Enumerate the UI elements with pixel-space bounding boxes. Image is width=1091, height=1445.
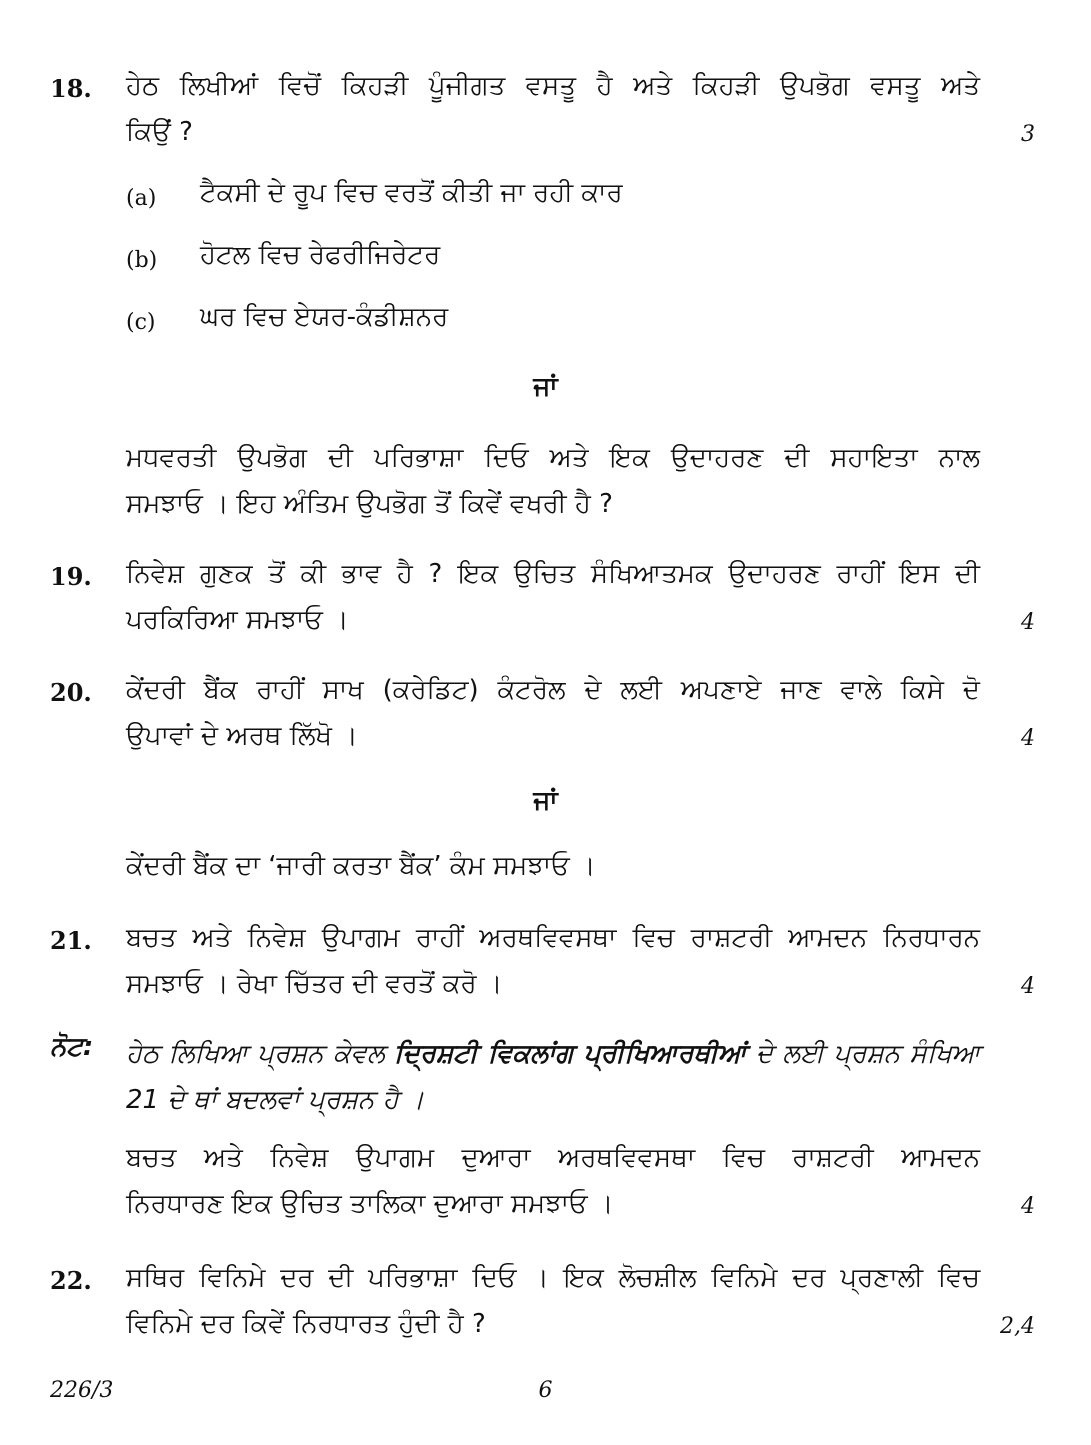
option-a-text: ਟੈਕਸੀ ਦੇ ਰੂਪ ਵਿਚ ਵਰਤੋਂ ਕੀਤੀ ਜਾ ਰਹੀ ਕਾਰ [200, 178, 623, 208]
note-line-2: 21 ਦੇ ਥਾਂ ਬਦਲਵਾਂ ਪ੍ਰਸ਼ਨ ਹੈ । [126, 1085, 425, 1115]
or-separator-18: ਜਾਂ [533, 372, 558, 402]
note-label: ਨੋਟ: [50, 1032, 94, 1062]
question-number-20: 20. [50, 678, 92, 707]
question-20-alt-line: ਕੇਂਦਰੀ ਬੈਂਕ ਦਾ ‘ਜਾਰੀ ਕਰਤਾ ਬੈਂਕ’ ਕੰਮ ਸਮਝਾਓ । [126, 851, 596, 881]
option-b-label: (b) [126, 248, 158, 273]
question-20-marks: 4 [1021, 726, 1035, 751]
note-line-1-bold: ਦ੍ਰਿਸ਼ਟੀ ਵਿਕਲਾਂਗ ਪ੍ਰੀਖਿਆਰਥੀਆਂ [394, 1039, 747, 1069]
question-21-line-1: ਬਚਤ ਅਤੇ ਨਿਵੇਸ਼ ਉਪਾਗਮ ਰਾਹੀਂ ਅਰਥਵਿਵਸਥਾ ਵਿਚ ਰਾਸ਼ਟਰੀ ਆਮਦਨ ਨਿਰਧਾਰਨ [126, 923, 980, 953]
note-alt-line-2: ਨਿਰਧਾਰਣ ਇਕ ਉਚਿਤ ਤਾਲਿਕਾ ਦੁਆਰਾ ਸਮਝਾਓ । [126, 1189, 614, 1219]
question-21-line-2: ਸਮਝਾਓ । ਰੇਖਾ ਚਿੱਤਰ ਦੀ ਵਰਤੋਂ ਕਰੋ । [126, 969, 503, 999]
question-19-line-2: ਪਰਕਿਰਿਆ ਸਮਝਾਓ । [126, 605, 349, 635]
question-20-line-1: ਕੇਂਦਰੀ ਬੈਂਕ ਰਾਹੀਂ ਸਾਖ (ਕਰੇਡਿਟ) ਕੰਟਰੋਲ ਦੇ ਲਈ ਅਪਣਾਏ ਜਾਣ ਵਾਲੇ ਕਿਸੇ ਦੋ [126, 675, 980, 705]
question-19-marks: 4 [1021, 610, 1035, 635]
note-line-1 [126, 1032, 980, 1076]
note-alt-marks: 4 [1021, 1194, 1035, 1219]
option-b-text: ਹੋਟਲ ਵਿਚ ਰੇਫਰੀਜਿਰੇਟਰ [200, 240, 441, 270]
or-separator-20: ਜਾਂ [533, 786, 558, 816]
question-18-line-2: ਕਿਉਂ ? [126, 117, 193, 147]
footer-paper-code: 226/3 [50, 1378, 114, 1403]
option-a-label: (a) [126, 186, 157, 211]
question-18-line-1: ਹੇਠ ਲਿਖੀਆਂ ਵਿਚੋਂ ਕਿਹੜੀ ਪੂੰਜੀਗਤ ਵਸਤੂ ਹੈ ਅਤੇ ਕਿਹੜੀ ਉਪਭੋਗ ਵਸਤੂ ਅਤੇ [126, 71, 980, 101]
question-18-alt-line-2: ਸਮਝਾਓ । ਇਹ ਅੰਤਿਮ ਉਪਭੋਗ ਤੋਂ ਕਿਵੇਂ ਵਖਰੀ ਹੈ ? [126, 489, 613, 519]
question-19-line-1: ਨਿਵੇਸ਼ ਗੁਣਕ ਤੋਂ ਕੀ ਭਾਵ ਹੈ ? ਇਕ ਉਚਿਤ ਸੰਖਿਆਤਮਕ ਉਦਾਹਰਣ ਰਾਹੀਂ ਇਸ ਦੀ [126, 559, 980, 589]
question-18-alt-line-1: ਮਧਵਰਤੀ ਉਪਭੋਗ ਦੀ ਪਰਿਭਾਸ਼ਾ ਦਿਓ ਅਤੇ ਇਕ ਉਦਾਹਰਣ ਦੀ ਸਹਾਇਤਾ ਨਾਲ [126, 443, 980, 473]
note-line-1-post: ਦੇ ਲਈ ਪ੍ਰਸ਼ਨ ਸੰਖਿਆ [755, 1039, 980, 1069]
option-c-text: ਘਰ ਵਿਚ ਏਯਰ-ਕੰਡੀਸ਼ਨਰ [200, 302, 449, 332]
question-20-line-2: ਉਪਾਵਾਂ ਦੇ ਅਰਥ ਲਿੱਖੋ । [126, 721, 358, 751]
question-number-18: 18. [50, 74, 92, 103]
question-number-21: 21. [50, 926, 92, 955]
note-alt-line-1: ਬਚਤ ਅਤੇ ਨਿਵੇਸ਼ ਉਪਾਗਮ ਦੁਆਰਾ ਅਰਥਵਿਵਸਥਾ ਵਿਚ ਰਾਸ਼ਟਰੀ ਆਮਦਨ [126, 1143, 980, 1173]
question-number-19: 19. [50, 562, 92, 591]
footer-page-number: 6 [538, 1378, 553, 1403]
note-line-1-pre: ਹੇਠ ਲਿਖਿਆ ਪ੍ਰਸ਼ਨ ਕੇਵਲ [126, 1039, 385, 1069]
question-number-22: 22. [50, 1266, 92, 1295]
option-c-label: (c) [126, 310, 156, 335]
question-18-marks: 3 [1021, 122, 1035, 147]
question-21-marks: 4 [1021, 974, 1035, 999]
question-22-marks: 2,4 [1000, 1314, 1035, 1339]
question-22-line-1: ਸਥਿਰ ਵਿਨਿਮੇ ਦਰ ਦੀ ਪਰਿਭਾਸ਼ਾ ਦਿਓ । ਇਕ ਲੋਚਸ਼ੀਲ ਵਿਨਿਮੇ ਦਰ ਪ੍ਰਣਾਲੀ ਵਿਚ [126, 1263, 980, 1293]
question-22-line-2: ਵਿਨਿਮੇ ਦਰ ਕਿਵੇਂ ਨਿਰਧਾਰਤ ਹੁੰਦੀ ਹੈ ? [126, 1309, 486, 1339]
